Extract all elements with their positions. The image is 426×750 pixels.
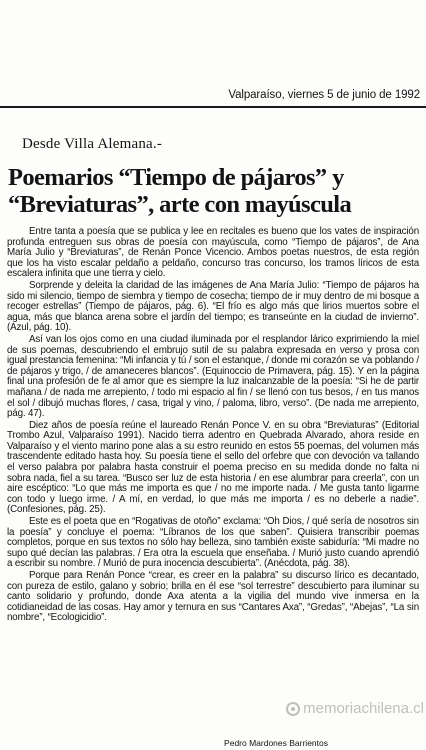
paragraph-6: Porque para Renán Ponce “crear, es creer en la palabra” su discurso lírico es decantado, con pureza de estilo, galano y sobrio; brilla en él ese “sol terrestre” descubierto para iluminar su canto solidario y profundo, donde Axa atenta a la vigilia del mundo vive inmersa en la cotidianeidad de las cosas. Hay amor y ternura en sus “Cantares Axa”, “Gredas”, “Abejas”, “La sin nombre”, “Ecologicidio”. <box>7 570 419 624</box>
paragraph-5: Este es el poeta que en “Rogativas de otoño” exclama: “Oh Dios, / qué sería de nosotros sin la poesía” y concluye el poema: “Líbranos de los que saben”. Quisiera transcribir poemas completos, porque en sus textos no sólo hay belleza, sino también existe sabiduría: “Mi madre no supo qué decían las palabras. / Era otra la escuela que enseñaba. / Murió justo cuando aprendió a escribir su nombre. / Murió de pura inocencia descubierta”. (Anécdota, pág. 38). <box>7 516 419 570</box>
article-headline: Poemarios “Tiempo de pájaros” y “Breviaturas”, arte con mayúscula <box>8 164 352 218</box>
article-body <box>7 227 419 625</box>
header-rule <box>0 106 426 108</box>
memoriachilena-logo-icon <box>286 702 300 716</box>
dateline: Valparaíso, viernes 5 de junio de 1992 <box>228 89 420 101</box>
paragraph-1: Entre tanta a poesía que se publica y lee en recitales es bueno que los vates de inspiración profunda entreguen sus obras de poesía con mayúscula, como “Tiempo de pájaros”, de Ana María Julio y “Breviaturas”, de Renán Ponce Vicencio. Ambos poetas nuestros, de esta región que los ha visto escalar peldaño a peldaño, concurso tras concurso, los tramos líricos de esta escalera infinita que une tierra y cielo. <box>7 226 419 280</box>
author-signature: Pedro Mardones Barrientos <box>224 738 328 748</box>
watermark-text: memoriachilena.cl <box>303 700 424 717</box>
section-label: Desde Villa Alemana.- <box>22 136 163 152</box>
paragraph-4: Diez años de poesía reúne el laureado Renán Ponce V. en su obra “Breviaturas” (Editorial Trombo Azul, Valparaíso 1991). Nacido tierra adentro en Quebrada Alvarado, ahora reside en Valparaíso y el viento marino pone alas a su estro reunido en estos 55 poemas, del volumen más trascendente editado hasta hoy. Su poesía tiene el sello del orfebre que con devoción va tallando el verso palabra por palabra hasta construir el poema preciso en su medida donde no falta ni sobra nada, fiel a su tarea. “Busco ser luz de esta historia / en ese alumbrar para creerla”, con un aire escéptico: “Lo que más me importa es que / no me importe nada. / Me gusta tanto ligarme con todo y luego irme. / A mí, en verdad, lo que más me importa / es no deberle a nadie”. (Confesiones, pág. 25). <box>7 419 419 516</box>
paragraph-2: Sorprende y deleita la claridad de las imágenes de Ana María Julio: “Tiempo de pájaros ha sido mi silencio, tiempo de siembra y tiempo de cosecha; tiempo de ir muy dentro de mi bosque a recoger estrellas” (Tiempo de pájaros, pág. 6). “El frío es algo más que lirios muertos sobre el agua, más que blanca arena sobre el jardín del tiempo; es transeúnte en la ciudad de invierno”. (Azul, pág. 10). <box>7 279 419 334</box>
watermark <box>286 700 424 717</box>
paragraph-3: Así van los ojos como en una ciudad iluminada por el resplandor lárico exprimiendo la miel de sus poemas, descubriendo el embrujo sutil de su palabra expresada en verso y prosa con igual prestancia femenina: “Mi infancia y tú / son el estanque, / donde mi corazón se va poblando / de pájaros y trigo, / de amaneceres blancos”. (Equinoccio de Primavera, pág. 15). Y en la página final una profesión de fe al amor que es siempre la luz inalcanzable de la poesía: “Si he de partir mañana / de nada me arrepiento, / todo mi espacio al fin / se llenó con tus besos, / en tus manos el sol / dibujó muchas flores, / casa, trigal y vino, / paloma, libro, verso”. (De nada me arrepiento, pág. 47). <box>7 333 419 420</box>
